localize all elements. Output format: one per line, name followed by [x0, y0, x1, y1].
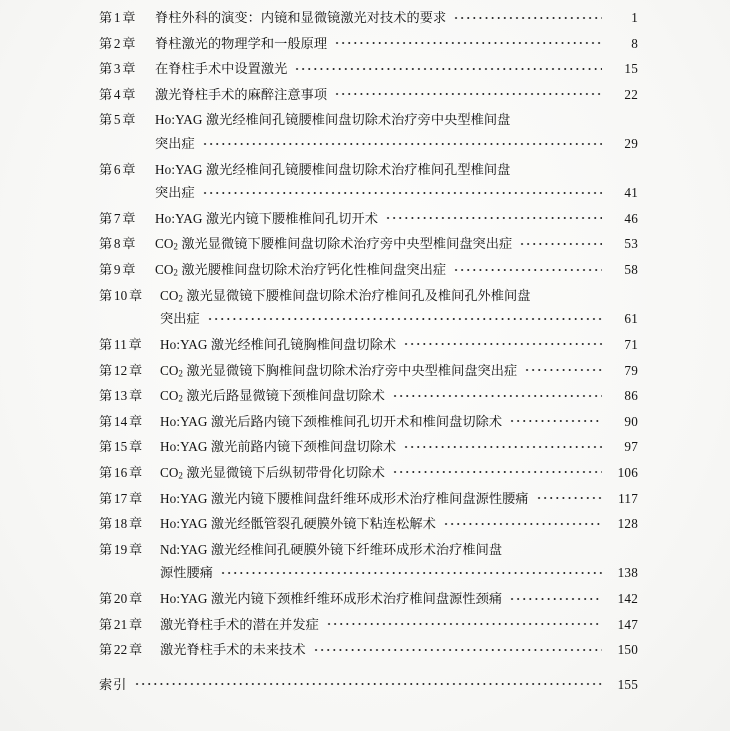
leader-dots — [392, 465, 602, 477]
toc-entry-row[interactable] — [99, 462, 638, 482]
chapter-body — [155, 35, 638, 53]
page-number[interactable]: 8 — [631, 35, 638, 51]
chapter-title: $CO_2$ 激光腰椎间盘切除术治疗钙化性椎间盘突出症 — [155, 262, 447, 278]
leader-dots — [524, 363, 602, 375]
table-of-contents — [99, 7, 638, 693]
chapter-body — [160, 438, 638, 456]
page-number[interactable]: 58 — [624, 262, 638, 278]
chapter-title: Ho:YAG 激光经椎间孔镜胸椎间盘切除术 — [160, 336, 397, 352]
chapter-title: Ho:YAG 激光前路内镜下颈椎间盘切除术 — [160, 439, 397, 455]
index-row[interactable] — [99, 674, 638, 693]
chapter-title: Ho:YAG 激光内镜下腰椎间盘纤维环成形术治疗椎间盘源性腰痛 — [160, 490, 529, 506]
toc-entry-row[interactable] — [99, 513, 638, 533]
chapter-title: 突出症 — [155, 136, 195, 152]
chapter-body — [160, 287, 638, 305]
toc-entry-row[interactable] — [99, 588, 638, 608]
chapter-label: 第 1 章 — [99, 10, 136, 25]
chapter-label: 第 4 章 — [99, 86, 136, 102]
page-number[interactable]: 61 — [624, 311, 638, 327]
chapter-body — [155, 60, 638, 78]
chapter-title: 激光脊柱手术的未来技术 — [160, 642, 306, 658]
chapter-label: 第 22 章 — [99, 642, 143, 658]
toc-entry-row[interactable] — [99, 436, 638, 456]
toc-entry-row[interactable] — [99, 614, 638, 634]
leader-dots — [385, 211, 602, 223]
chapter-body — [155, 161, 638, 179]
chapter-body — [160, 515, 638, 533]
chapter-label: 第 10 章 — [99, 287, 143, 303]
page-number[interactable]: 128 — [617, 516, 638, 532]
leader-dots — [134, 677, 602, 689]
leader-dots — [509, 414, 602, 426]
page-number[interactable]: 22 — [624, 86, 638, 102]
chapter-title: 激光脊柱手术的麻醉注意事项 — [155, 86, 328, 102]
chapter-title: 脊柱外科的演变：内镜和显微镜激光对技术的要求 — [155, 10, 447, 25]
page-number[interactable]: 138 — [617, 565, 638, 581]
page-number[interactable]: 142 — [617, 591, 638, 607]
chapter-body — [160, 362, 638, 380]
chapter-title: Nd:YAG 激光经椎间孔硬膜外镜下纤维环成形术治疗椎间盘 — [160, 541, 503, 557]
toc-entry-row[interactable] — [99, 360, 638, 380]
chapter-label: 第 8 章 — [99, 236, 136, 252]
leader-dots — [326, 617, 602, 629]
chapter-body — [160, 541, 638, 559]
chapter-body — [160, 413, 638, 431]
chapter-body — [155, 135, 638, 153]
leader-dots — [519, 236, 602, 248]
chapter-body — [160, 590, 638, 608]
index-page-number[interactable]: 155 — [617, 676, 638, 692]
chapter-body — [160, 464, 638, 482]
chapter-label: 第 13 章 — [99, 388, 143, 404]
leader-dots — [509, 591, 602, 603]
leader-dots — [313, 642, 602, 654]
leader-dots — [443, 516, 602, 528]
leader-dots — [202, 185, 602, 197]
chapter-body — [160, 564, 638, 582]
chapter-title: $CO_2$ 激光显微镜下腰椎间盘切除术治疗旁中央型椎间盘突出症 — [155, 236, 513, 253]
page-number[interactable]: 97 — [624, 439, 638, 455]
page-number[interactable]: 150 — [617, 642, 638, 658]
chapter-label: 第 18 章 — [99, 516, 143, 532]
chapter-body — [160, 336, 638, 354]
chapter-body — [160, 616, 638, 634]
toc-entry-row[interactable] — [99, 233, 638, 253]
chapter-label: 第 9 章 — [99, 262, 136, 278]
chapter-label: 第 16 章 — [99, 464, 143, 480]
chapter-body — [155, 261, 638, 279]
leader-dots — [453, 262, 602, 274]
leader-dots — [294, 61, 602, 73]
toc-entry-row[interactable] — [99, 58, 638, 78]
chapter-label: 第 17 章 — [99, 490, 143, 506]
page-number[interactable]: 147 — [617, 616, 638, 632]
chapter-title: 源性腰痛 — [160, 565, 213, 581]
chapter-label: 第 21 章 — [99, 616, 143, 632]
chapter-title: Ho:YAG 激光经骶管裂孔硬膜外镜下粘连松解术 — [160, 516, 436, 532]
page-number[interactable]: 117 — [618, 490, 638, 506]
page-number[interactable]: 15 — [624, 61, 638, 77]
toc-entry-row[interactable] — [99, 539, 638, 559]
page-number[interactable]: 79 — [624, 362, 638, 378]
toc-entry-row[interactable] — [99, 639, 638, 659]
chapter-title: 脊柱激光的物理学和一般原理 — [155, 35, 328, 51]
toc-entry-row[interactable] — [99, 259, 638, 279]
chapter-title: $CO_2$ 激光后路显微镜下颈椎间盘切除术 — [160, 388, 385, 404]
chapter-body — [160, 641, 638, 659]
leader-dots — [207, 311, 602, 323]
leader-dots — [403, 337, 602, 349]
leader-dots — [334, 87, 602, 99]
chapter-title: 激光脊柱手术的潜在并发症 — [160, 616, 319, 632]
chapter-label: 第 7 章 — [99, 210, 136, 226]
page-number[interactable]: 29 — [624, 136, 638, 152]
toc-entry-row[interactable] — [99, 33, 638, 53]
leader-dots — [403, 439, 602, 451]
chapter-title: Ho:YAG 激光后路内镜下颈椎椎间孔切开术和椎间盘切除术 — [160, 413, 503, 429]
chapter-label: 第 6 章 — [99, 161, 136, 177]
page-number[interactable]: 71 — [624, 336, 638, 352]
toc-entry-row[interactable] — [99, 488, 638, 508]
chapter-title: 在脊柱手术中设置激光 — [155, 61, 288, 77]
chapter-title: 突出症 — [155, 185, 195, 201]
chapter-body — [155, 235, 638, 253]
toc-entry-row[interactable] — [99, 285, 638, 305]
page-number[interactable]: 53 — [624, 236, 638, 252]
page-number[interactable]: 41 — [624, 185, 638, 201]
toc-entry-row[interactable] — [99, 7, 638, 27]
chapter-body — [160, 387, 638, 405]
toc-entry-row[interactable] — [99, 411, 638, 431]
toc-entry-row[interactable] — [99, 159, 638, 179]
chapter-label: 第 19 章 — [99, 541, 143, 557]
page-number[interactable]: 90 — [624, 413, 638, 429]
chapter-body — [160, 490, 638, 508]
leader-dots — [334, 36, 602, 48]
toc-entry-row[interactable] — [99, 385, 638, 405]
toc-entry-row[interactable] — [99, 564, 638, 582]
chapter-body — [155, 111, 638, 129]
chapter-label: 第 2 章 — [99, 35, 136, 51]
page-number[interactable]: 1 — [631, 10, 638, 25]
chapter-title: Ho:YAG 激光经椎间孔镜腰椎间盘切除术治疗旁中央型椎间盘 — [155, 112, 511, 128]
chapter-title: 突出症 — [160, 311, 200, 327]
leader-dots — [453, 10, 602, 22]
toc-entry-row[interactable] — [99, 334, 638, 354]
chapter-label: 第 11 章 — [99, 336, 142, 352]
index-label: 索引 — [99, 676, 128, 692]
chapter-body — [160, 310, 638, 328]
toc-entry-row[interactable] — [99, 84, 638, 104]
chapter-label: 第 5 章 — [99, 112, 136, 128]
chapter-title: Ho:YAG 激光经椎间孔镜腰椎间盘切除术治疗椎间孔型椎间盘 — [155, 161, 511, 177]
toc-entry-row[interactable] — [99, 184, 638, 202]
chapter-label: 第 20 章 — [99, 591, 143, 607]
chapter-body — [155, 86, 638, 104]
chapter-title: Ho:YAG 激光内镜下颈椎纤维环成形术治疗椎间盘源性颈痛 — [160, 591, 503, 607]
leader-dots — [220, 565, 602, 577]
leader-dots — [536, 491, 602, 503]
page-number[interactable]: 106 — [617, 464, 638, 480]
chapter-label: 第 14 章 — [99, 413, 143, 429]
chapter-title: Ho:YAG 激光内镜下腰椎椎间孔切开术 — [155, 210, 378, 226]
chapter-body — [155, 210, 638, 228]
chapter-title: $CO_2$ 激光显微镜下胸椎间盘切除术治疗旁中央型椎间盘突出症 — [160, 362, 518, 379]
toc-entry-row[interactable] — [99, 109, 638, 129]
page-number[interactable]: 86 — [624, 388, 638, 404]
leader-dots — [202, 136, 602, 148]
page-number[interactable]: 46 — [624, 210, 638, 226]
toc-entry-row[interactable] — [99, 208, 638, 228]
leader-dots — [392, 388, 602, 400]
chapter-body — [155, 184, 638, 202]
chapter-title: $CO_2$ 激光显微镜下腰椎间盘切除术治疗椎间孔及椎间孔外椎间盘 — [160, 287, 531, 304]
chapter-label: 第 15 章 — [99, 439, 143, 455]
chapter-label: 第 12 章 — [99, 362, 143, 378]
toc-entry-row[interactable] — [99, 310, 638, 328]
chapter-body — [155, 9, 638, 27]
toc-entry-row[interactable] — [99, 135, 638, 153]
chapter-label: 第 3 章 — [99, 61, 136, 77]
chapter-title: $CO_2$ 激光显微镜下后纵韧带骨化切除术 — [160, 464, 385, 481]
